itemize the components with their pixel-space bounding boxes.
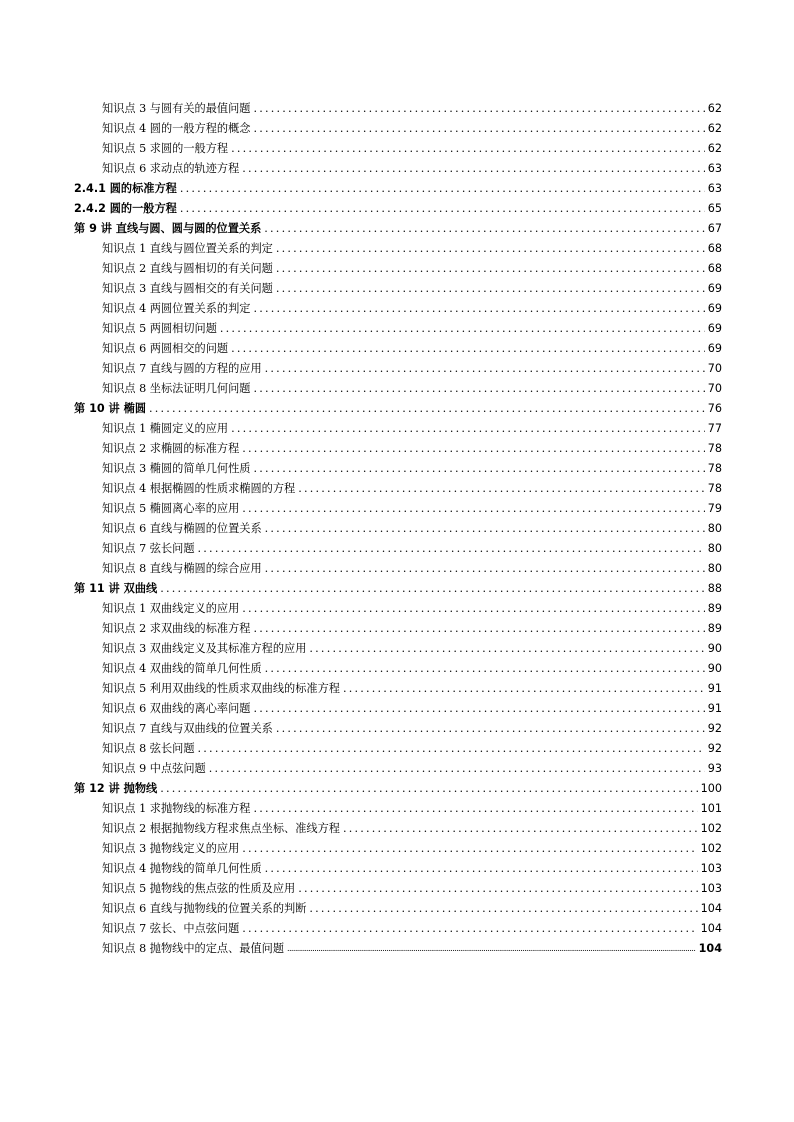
toc-dot-leader (198, 542, 705, 556)
toc-entry-title: 知识点 1 求抛物线的标准方程 (102, 802, 251, 815)
toc-dot-leader (160, 582, 705, 596)
toc-entry-page-number: 70 (707, 362, 722, 375)
toc-entry-page-number: 102 (700, 842, 722, 855)
toc-dot-leader (309, 902, 697, 916)
toc-entry-title: 知识点 4 双曲线的简单几何性质 (102, 662, 262, 675)
toc-section-entry[interactable] (0, 916, 722, 936)
toc-dot-leader (276, 262, 705, 276)
toc-dot-leader (264, 222, 704, 236)
toc-section-entry[interactable] (0, 516, 722, 536)
toc-section-entry[interactable] (0, 896, 722, 916)
toc-entry-page-number: 80 (707, 542, 722, 555)
toc-entry-title: 知识点 5 两圆相切问题 (102, 322, 217, 335)
toc-entry-page-number: 76 (707, 402, 722, 415)
toc-dot-leader (343, 822, 698, 836)
toc-section-entry[interactable] (0, 116, 722, 136)
toc-entry-page-number: 100 (700, 782, 722, 795)
toc-entry-title: 知识点 3 直线与圆相交的有关问题 (102, 282, 273, 295)
toc-section-entry[interactable] (0, 796, 722, 816)
toc-entry-page-number: 92 (707, 742, 722, 755)
toc-dot-leader (242, 162, 704, 176)
toc-entry-title: 知识点 9 中点弦问题 (102, 762, 206, 775)
toc-entry-page-number: 67 (707, 222, 722, 235)
toc-dot-leader (265, 862, 698, 876)
toc-dot-leader (242, 502, 704, 516)
toc-entry-title: 知识点 1 椭圆定义的应用 (102, 422, 229, 435)
toc-entry-title: 知识点 8 弦长问题 (102, 742, 195, 755)
toc-section-entry[interactable] (0, 376, 722, 396)
toc-section-entry[interactable] (0, 656, 722, 676)
toc-section-entry[interactable] (0, 556, 722, 576)
toc-dot-leader (253, 802, 697, 816)
toc-entry-page-number: 80 (707, 522, 722, 535)
table-of-contents (0, 96, 794, 956)
toc-dot-leader (276, 722, 705, 736)
toc-section-entry[interactable] (0, 716, 722, 736)
toc-dot-leader (209, 762, 705, 776)
toc-section-entry[interactable] (0, 616, 722, 636)
toc-entry-title: 知识点 6 求动点的轨迹方程 (102, 162, 240, 175)
toc-section-entry[interactable] (0, 436, 722, 456)
toc-section-entry[interactable] (0, 636, 722, 656)
toc-entry-title: 第 10 讲 椭圆 (74, 402, 147, 415)
toc-entry-page-number: 101 (700, 802, 722, 815)
toc-entry-page-number: 69 (707, 342, 722, 355)
toc-section-entry[interactable] (0, 456, 722, 476)
toc-entry-page-number: 89 (707, 602, 722, 615)
toc-entry-title: 知识点 2 求双曲线的标准方程 (102, 622, 251, 635)
toc-entry-page-number: 62 (707, 102, 722, 115)
toc-entry-page-number: 62 (707, 122, 722, 135)
toc-dot-leader (220, 322, 705, 336)
toc-section-entry[interactable] (0, 416, 722, 436)
toc-dot-leader (242, 842, 697, 856)
toc-chapter-entry[interactable] (0, 396, 722, 416)
toc-entry-title: 知识点 8 直线与椭圆的综合应用 (102, 562, 262, 575)
toc-section-entry[interactable] (0, 696, 722, 716)
toc-dot-leader (253, 122, 704, 136)
toc-dot-leader (298, 482, 705, 496)
toc-dot-leader (253, 702, 704, 716)
toc-entry-title: 知识点 7 弦长问题 (102, 542, 195, 555)
toc-entry-page-number: 90 (707, 642, 722, 655)
toc-entry-page-number: 78 (707, 482, 722, 495)
toc-entry-page-number: 79 (707, 502, 722, 515)
toc-section-entry[interactable] (0, 676, 722, 696)
toc-entry-page-number: 62 (707, 142, 722, 155)
toc-entry-title: 知识点 6 直线与抛物线的位置关系的判断 (102, 902, 307, 915)
toc-dot-leader (265, 362, 705, 376)
toc-dot-leader (242, 602, 704, 616)
toc-entry-title: 知识点 2 根据抛物线方程求焦点坐标、准线方程 (102, 822, 340, 835)
toc-entry-title: 知识点 5 椭圆离心率的应用 (102, 502, 240, 515)
toc-section-entry[interactable] (0, 236, 722, 256)
toc-section-entry[interactable] (0, 256, 722, 276)
toc-entry-page-number: 103 (700, 882, 722, 895)
toc-entry-title: 知识点 5 抛物线的焦点弦的性质及应用 (102, 882, 296, 895)
toc-section-entry[interactable] (0, 756, 722, 776)
toc-entry-title: 知识点 6 直线与椭圆的位置关系 (102, 522, 262, 535)
toc-entry-page-number: 102 (700, 822, 722, 835)
toc-entry-title: 第 11 讲 双曲线 (74, 582, 158, 595)
toc-entry-page-number: 77 (707, 422, 722, 435)
toc-entry-title: 知识点 3 抛物线定义的应用 (102, 842, 240, 855)
toc-dot-leader (265, 662, 705, 676)
toc-entry-page-number: 104 (700, 902, 722, 915)
toc-dot-leader (231, 422, 705, 436)
toc-entry-title: 知识点 3 与圆有关的最值问题 (102, 102, 251, 115)
toc-chapter-entry[interactable] (0, 196, 722, 216)
toc-dot-leader (298, 882, 697, 896)
toc-dot-leader (180, 182, 705, 196)
toc-dot-leader (180, 202, 705, 216)
toc-entry-page-number: 63 (707, 182, 722, 195)
toc-entry-title: 知识点 5 利用双曲线的性质求双曲线的标准方程 (102, 682, 340, 695)
toc-dot-leader (309, 642, 704, 656)
toc-entry-title: 知识点 2 直线与圆相切的有关问题 (102, 262, 273, 275)
toc-entry-page-number: 68 (707, 242, 722, 255)
toc-entry-title: 知识点 8 抛物线中的定点、最值问题 (102, 942, 285, 955)
toc-entry-page-number: 88 (707, 582, 722, 595)
toc-dot-leader (265, 522, 705, 536)
toc-section-entry[interactable] (0, 836, 722, 856)
toc-dot-leader (287, 942, 696, 956)
toc-entry-page-number: 69 (707, 322, 722, 335)
toc-section-entry[interactable] (0, 596, 722, 616)
toc-entry-page-number: 69 (707, 302, 722, 315)
toc-entry-title: 知识点 7 弦长、中点弦问题 (102, 922, 240, 935)
toc-entry-title: 知识点 4 抛物线的简单几何性质 (102, 862, 262, 875)
toc-entry-title: 知识点 3 双曲线定义及其标准方程的应用 (102, 642, 307, 655)
toc-section-entry[interactable] (0, 496, 722, 516)
toc-section-entry[interactable] (0, 816, 722, 836)
toc-dot-leader (343, 682, 705, 696)
toc-dot-leader (253, 622, 704, 636)
toc-dot-leader (242, 442, 704, 456)
toc-entry-title: 第 9 讲 直线与圆、圆与圆的位置关系 (74, 222, 262, 235)
toc-dot-leader (160, 782, 697, 796)
toc-dot-leader (231, 342, 705, 356)
toc-dot-leader (149, 402, 705, 416)
toc-section-entry[interactable] (0, 336, 722, 356)
toc-section-entry[interactable] (0, 96, 722, 116)
toc-chapter-entry[interactable] (0, 776, 722, 796)
toc-section-entry[interactable] (0, 316, 722, 336)
toc-entry-title: 知识点 6 两圆相交的问题 (102, 342, 229, 355)
toc-entry-page-number: 92 (707, 722, 722, 735)
toc-dot-leader (242, 922, 697, 936)
toc-entry-page-number: 93 (707, 762, 722, 775)
toc-section-entry[interactable] (0, 356, 722, 376)
toc-entry-title: 知识点 4 圆的一般方程的概念 (102, 122, 251, 135)
toc-entry-page-number: 63 (707, 162, 722, 175)
toc-dot-leader (276, 242, 705, 256)
toc-entry-title: 2.4.1 圆的标准方程 (74, 182, 177, 195)
toc-dot-leader (253, 382, 704, 396)
toc-entry-title: 第 12 讲 抛物线 (74, 782, 158, 795)
toc-section-entry[interactable] (0, 136, 722, 156)
toc-section-entry[interactable] (0, 856, 722, 876)
toc-dot-leader (253, 302, 704, 316)
toc-entry-title: 知识点 4 根据椭圆的性质求椭圆的方程 (102, 482, 296, 495)
toc-entry-title: 知识点 7 直线与双曲线的位置关系 (102, 722, 273, 735)
toc-chapter-entry[interactable] (0, 576, 722, 596)
toc-chapter-entry[interactable] (0, 216, 722, 236)
toc-entry-page-number: 65 (707, 202, 722, 215)
toc-section-entry[interactable] (0, 876, 722, 896)
toc-dot-leader (231, 142, 705, 156)
toc-entry-page-number: 91 (707, 702, 722, 715)
toc-dot-leader (276, 282, 705, 296)
toc-entry-page-number: 90 (707, 662, 722, 675)
toc-entry-title: 知识点 3 椭圆的简单几何性质 (102, 462, 251, 475)
toc-entry-title: 知识点 4 两圆位置关系的判定 (102, 302, 251, 315)
toc-section-entry[interactable] (0, 476, 722, 496)
toc-section-entry[interactable] (0, 156, 722, 176)
toc-dot-leader (253, 102, 704, 116)
toc-entry-title: 知识点 8 坐标法证明几何问题 (102, 382, 251, 395)
toc-entry-page-number: 78 (707, 462, 722, 475)
toc-chapter-entry[interactable] (0, 176, 722, 196)
toc-section-entry[interactable] (0, 296, 722, 316)
toc-section-entry[interactable] (0, 936, 722, 956)
toc-entry-title: 知识点 7 直线与圆的方程的应用 (102, 362, 262, 375)
toc-entry-title: 知识点 5 求圆的一般方程 (102, 142, 229, 155)
toc-dot-leader (265, 562, 705, 576)
toc-entry-title: 知识点 6 双曲线的离心率问题 (102, 702, 251, 715)
toc-entry-page-number: 104 (700, 922, 722, 935)
toc-entry-page-number: 104 (698, 942, 722, 955)
toc-entry-page-number: 91 (707, 682, 722, 695)
toc-entry-title: 知识点 2 求椭圆的标准方程 (102, 442, 240, 455)
toc-section-entry[interactable] (0, 276, 722, 296)
toc-entry-title: 知识点 1 双曲线定义的应用 (102, 602, 240, 615)
toc-entry-page-number: 68 (707, 262, 722, 275)
toc-section-entry[interactable] (0, 536, 722, 556)
toc-dot-leader (198, 742, 705, 756)
toc-entry-title: 2.4.2 圆的一般方程 (74, 202, 177, 215)
toc-entry-title: 知识点 1 直线与圆位置关系的判定 (102, 242, 273, 255)
toc-section-entry[interactable] (0, 736, 722, 756)
toc-entry-page-number: 70 (707, 382, 722, 395)
toc-entry-page-number: 78 (707, 442, 722, 455)
toc-dot-leader (253, 462, 704, 476)
toc-entry-page-number: 80 (707, 562, 722, 575)
toc-entry-page-number: 69 (707, 282, 722, 295)
toc-entry-page-number: 89 (707, 622, 722, 635)
toc-entry-page-number: 103 (700, 862, 722, 875)
